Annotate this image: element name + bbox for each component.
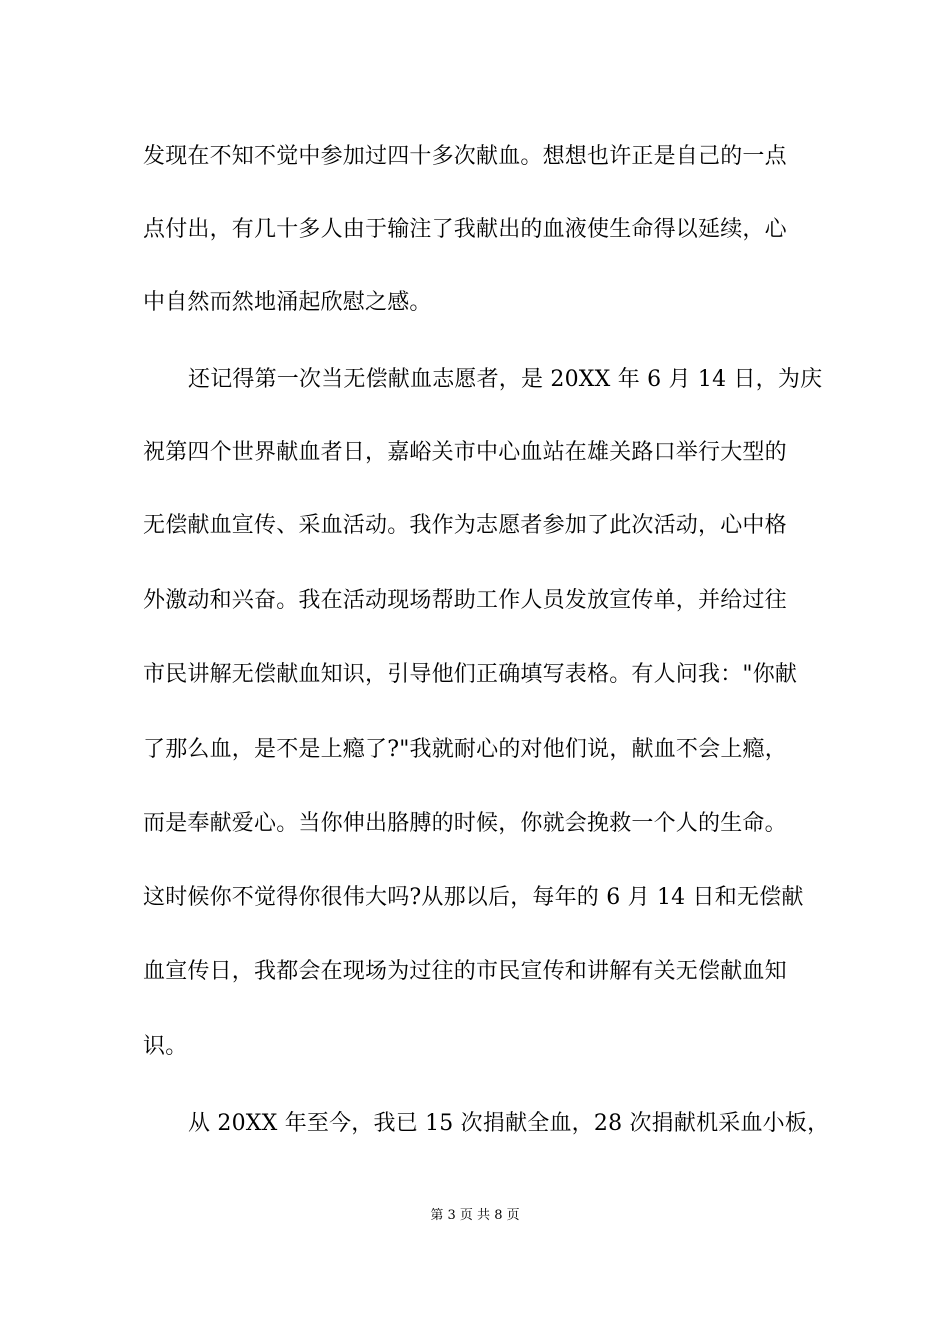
text-line: 这时候你不觉得你很伟大吗?从那以后，每年的 6 月 14 日和无偿献 — [143, 885, 804, 910]
text-line: 血宣传日，我都会在现场为过往的市民宣传和讲解有关无偿献血知 — [143, 959, 787, 984]
text-line: 发现在不知不觉中参加过四十多次献血。想想也许正是自己的一点 — [143, 144, 787, 169]
text-line: 外激动和兴奋。我在活动现场帮助工作人员发放宣传单，并给过往 — [143, 588, 787, 613]
paragraph-first-line: 从 20XX 年至今，我已 15 次捐献全血，28 次捐献机采血小板， — [188, 1111, 830, 1136]
text-line: 无偿献血宣传、采血活动。我作为志愿者参加了此次活动，心中格 — [143, 513, 787, 538]
text-line: 祝第四个世界献血者日，嘉峪关市中心血站在雄关路口举行大型的 — [143, 440, 787, 465]
text-line: 市民讲解无偿献血知识，引导他们正确填写表格。有人问我："你献 — [143, 662, 798, 687]
text-line: 而是奉献爱心。当你伸出胳膊的时候，你就会挽救一个人的生命。 — [143, 811, 787, 836]
text-line: 了那么血，是不是上瘾了?"我就耐心的对他们说，献血不会上瘾， — [143, 737, 787, 762]
page-number-footer: 第 3 页 共 8 页 — [430, 1208, 520, 1223]
text-line: 中自然而然地涌起欣慰之感。 — [143, 290, 432, 315]
text-line: 点付出，有几十多人由于输注了我献出的血液使生命得以延续，心 — [143, 217, 787, 242]
paragraph-first-line: 还记得第一次当无偿献血志愿者，是 20XX 年 6 月 14 日，为庆 — [188, 367, 823, 392]
text-line: 识。 — [143, 1034, 188, 1059]
